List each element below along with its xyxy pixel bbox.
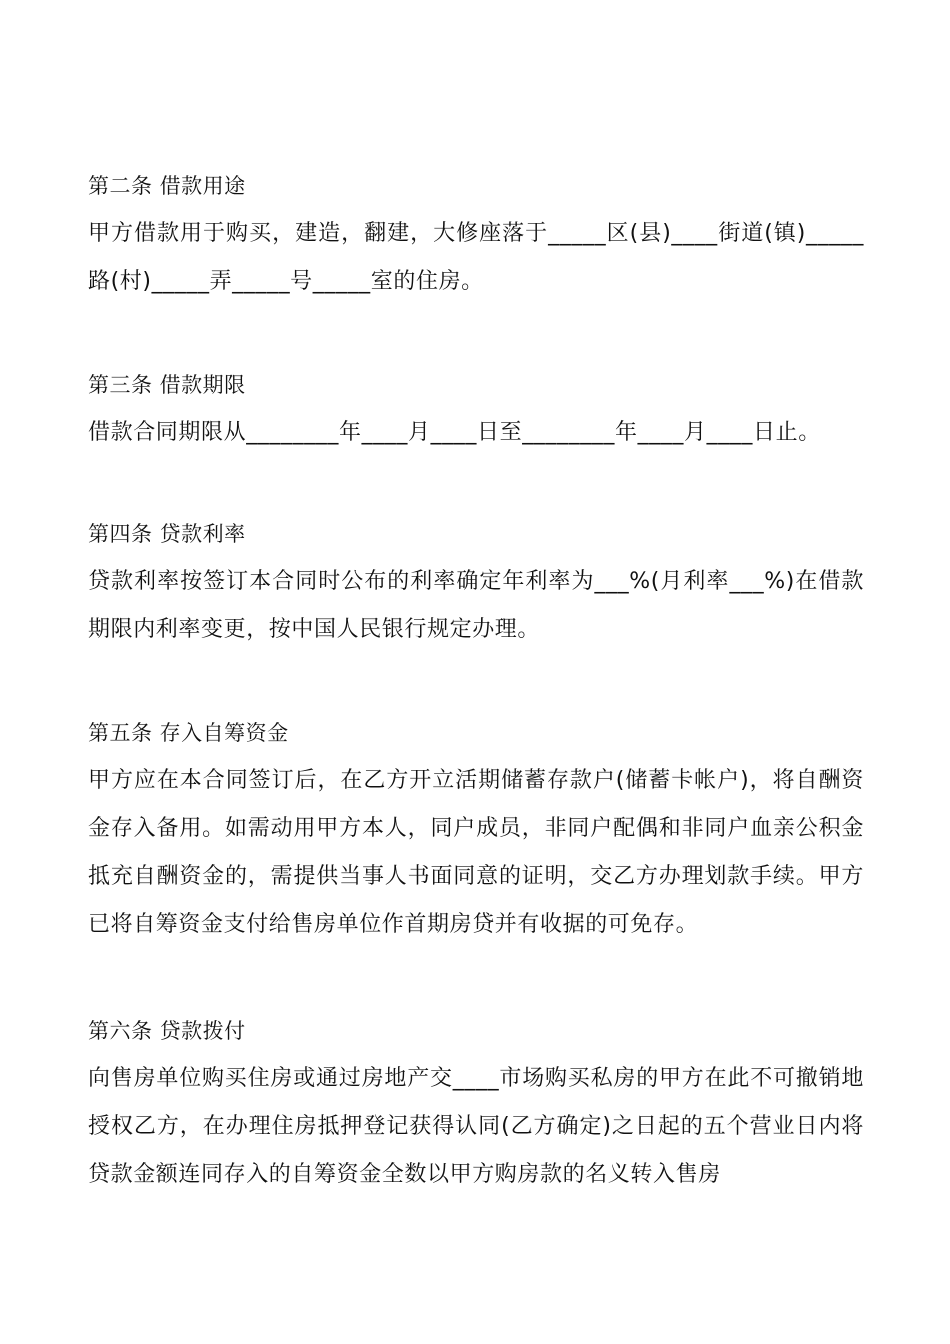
section-article-6 — [88, 1013, 864, 1199]
section-article-3 — [88, 367, 864, 457]
section-heading: 第五条 存入自筹资金 — [88, 721, 289, 745]
section-body: 甲方应在本合同签订后，在乙方开立活期储蓄存款户(储蓄卡帐户)，将自酬资金存入备用。如需动用甲方本人，同户成员，非同户配偶和非同户血亲公积金抵充自酬资金的，需提供当事人书面同意的证明，交乙方办理划款手续。甲方已将自筹资金支付给售房单位作首期房贷并有收据的可免存。 — [88, 768, 864, 937]
section-heading: 第三条 借款期限 — [88, 373, 246, 397]
section-heading: 第六条 贷款拨付 — [88, 1019, 246, 1043]
section-article-5 — [88, 715, 864, 949]
section-article-4 — [88, 516, 864, 654]
section-body: 甲方借款用于购买，建造，翻建，大修座落于_____区(县)____街道(镇)_____路(村)_____弄_____号_____室的住房。 — [88, 221, 864, 294]
section-heading: 第二条 借款用途 — [88, 174, 246, 198]
section-body: 向售房单位购买住房或通过房地产交____市场购买私房的甲方在此不可撤销地授权乙方，在办理住房抵押登记获得认同(乙方确定)之日起的五个营业日内将贷款金额连同存入的自筹资金全数以甲方购房款的名义转入售房 — [88, 1066, 864, 1187]
section-body: 借款合同期限从________年____月____日至________年____月____日止。 — [88, 420, 821, 445]
section-heading: 第四条 贷款利率 — [88, 522, 246, 546]
section-body: 贷款利率按签订本合同时公布的利率确定年利率为___%(月利率___%)在借款期限内利率变更，按中国人民银行规定办理。 — [88, 569, 864, 642]
section-article-2 — [88, 168, 864, 306]
